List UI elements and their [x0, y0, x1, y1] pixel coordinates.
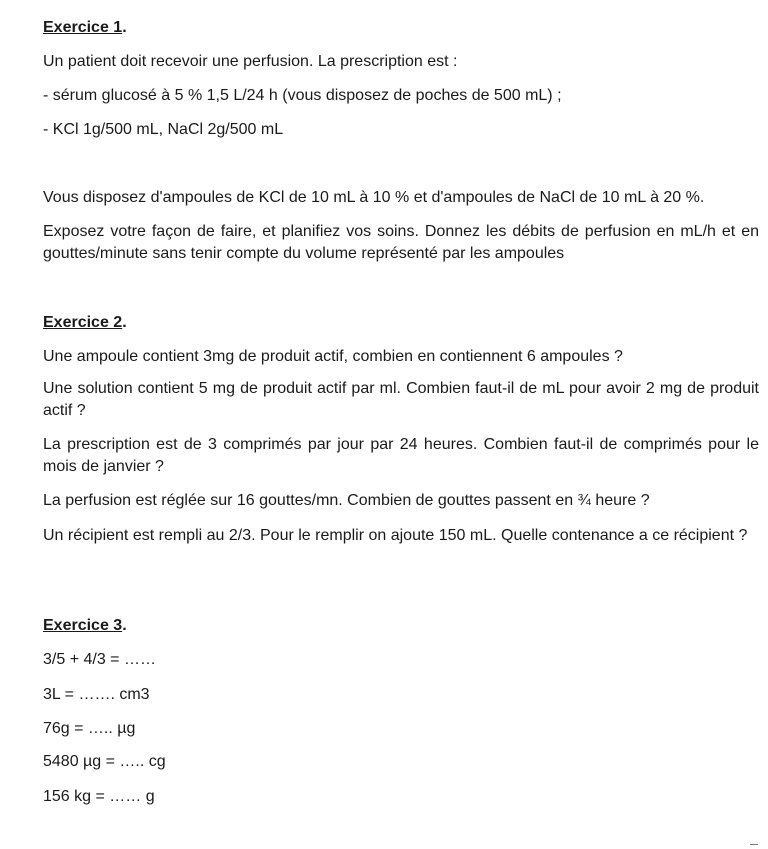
exercise-3-item: 156 kg = …… g — [43, 788, 155, 805]
exercise-3-item: 3/5 + 4/3 = …… — [43, 651, 156, 668]
exercise-1-prescription-line-2: - KCl 1g/500 mL, NaCl 2g/500 mL — [43, 121, 284, 138]
exercise-3-title-word: Exercice 3 — [43, 617, 123, 634]
exercise-1-title-word: Exercice 1 — [43, 19, 123, 36]
exercise-2-question-5: Un récipient est rempli au 2/3. Pour le remplir on ajoute 150 mL. Quelle contenance a ce récipient ? — [43, 527, 748, 544]
exercise-3-title-dot: . — [122, 617, 127, 634]
exercise-1-intro: Un patient doit recevoir une perfusion. La prescription est : — [43, 53, 458, 70]
exercise-2-question-1: Une ampoule contient 3mg de produit actif, combien en contiennent 6 ampoules ? — [43, 348, 623, 365]
exercise-2-title — [43, 312, 127, 334]
exercise-2-question-2: Une solution contient 5 mg de produit actif par ml. Combien faut-il de mL pour avoir 2 mg de produit actif ? — [43, 380, 759, 419]
exercise-1-prescription-line-1: - sérum glucosé à 5 % 1,5 L/24 h (vous disposez de poches de 500 mL) ; — [43, 87, 562, 104]
exercise-3-item: 76g = ….. µg — [43, 720, 136, 737]
page-corner-mark — [750, 844, 758, 849]
exercise-1-question: Exposez votre façon de faire, et planifiez vos soins. Donnez les débits de perfusion en mL/h et en gouttes/minute sans tenir compte du volume représenté par les ampoules — [43, 223, 759, 262]
exercise-2-title-word: Exercice 2 — [43, 314, 123, 331]
exercise-1-title-dot: . — [122, 19, 127, 36]
exercise-2-question-3: La prescription est de 3 comprimés par jour par 24 heures. Combien faut-il de comprimés pour le mois de janvier ? — [43, 436, 759, 475]
exercise-3-item: 5480 µg = ….. cg — [43, 753, 166, 770]
exercise-1-title — [43, 17, 127, 39]
exercise-2-question-4: La perfusion est réglée sur 16 gouttes/mn. Combien de gouttes passent en ¾ heure ? — [43, 492, 650, 509]
exercise-1-ampoules: Vous disposez d'ampoules de KCl de 10 mL à 10 % et d'ampoules de NaCl de 10 mL à 20 %. — [43, 189, 705, 206]
exercise-3-item: 3L = ……. cm3 — [43, 686, 150, 703]
exercise-2-title-dot: . — [122, 314, 127, 331]
exercise-3-title — [43, 615, 127, 637]
